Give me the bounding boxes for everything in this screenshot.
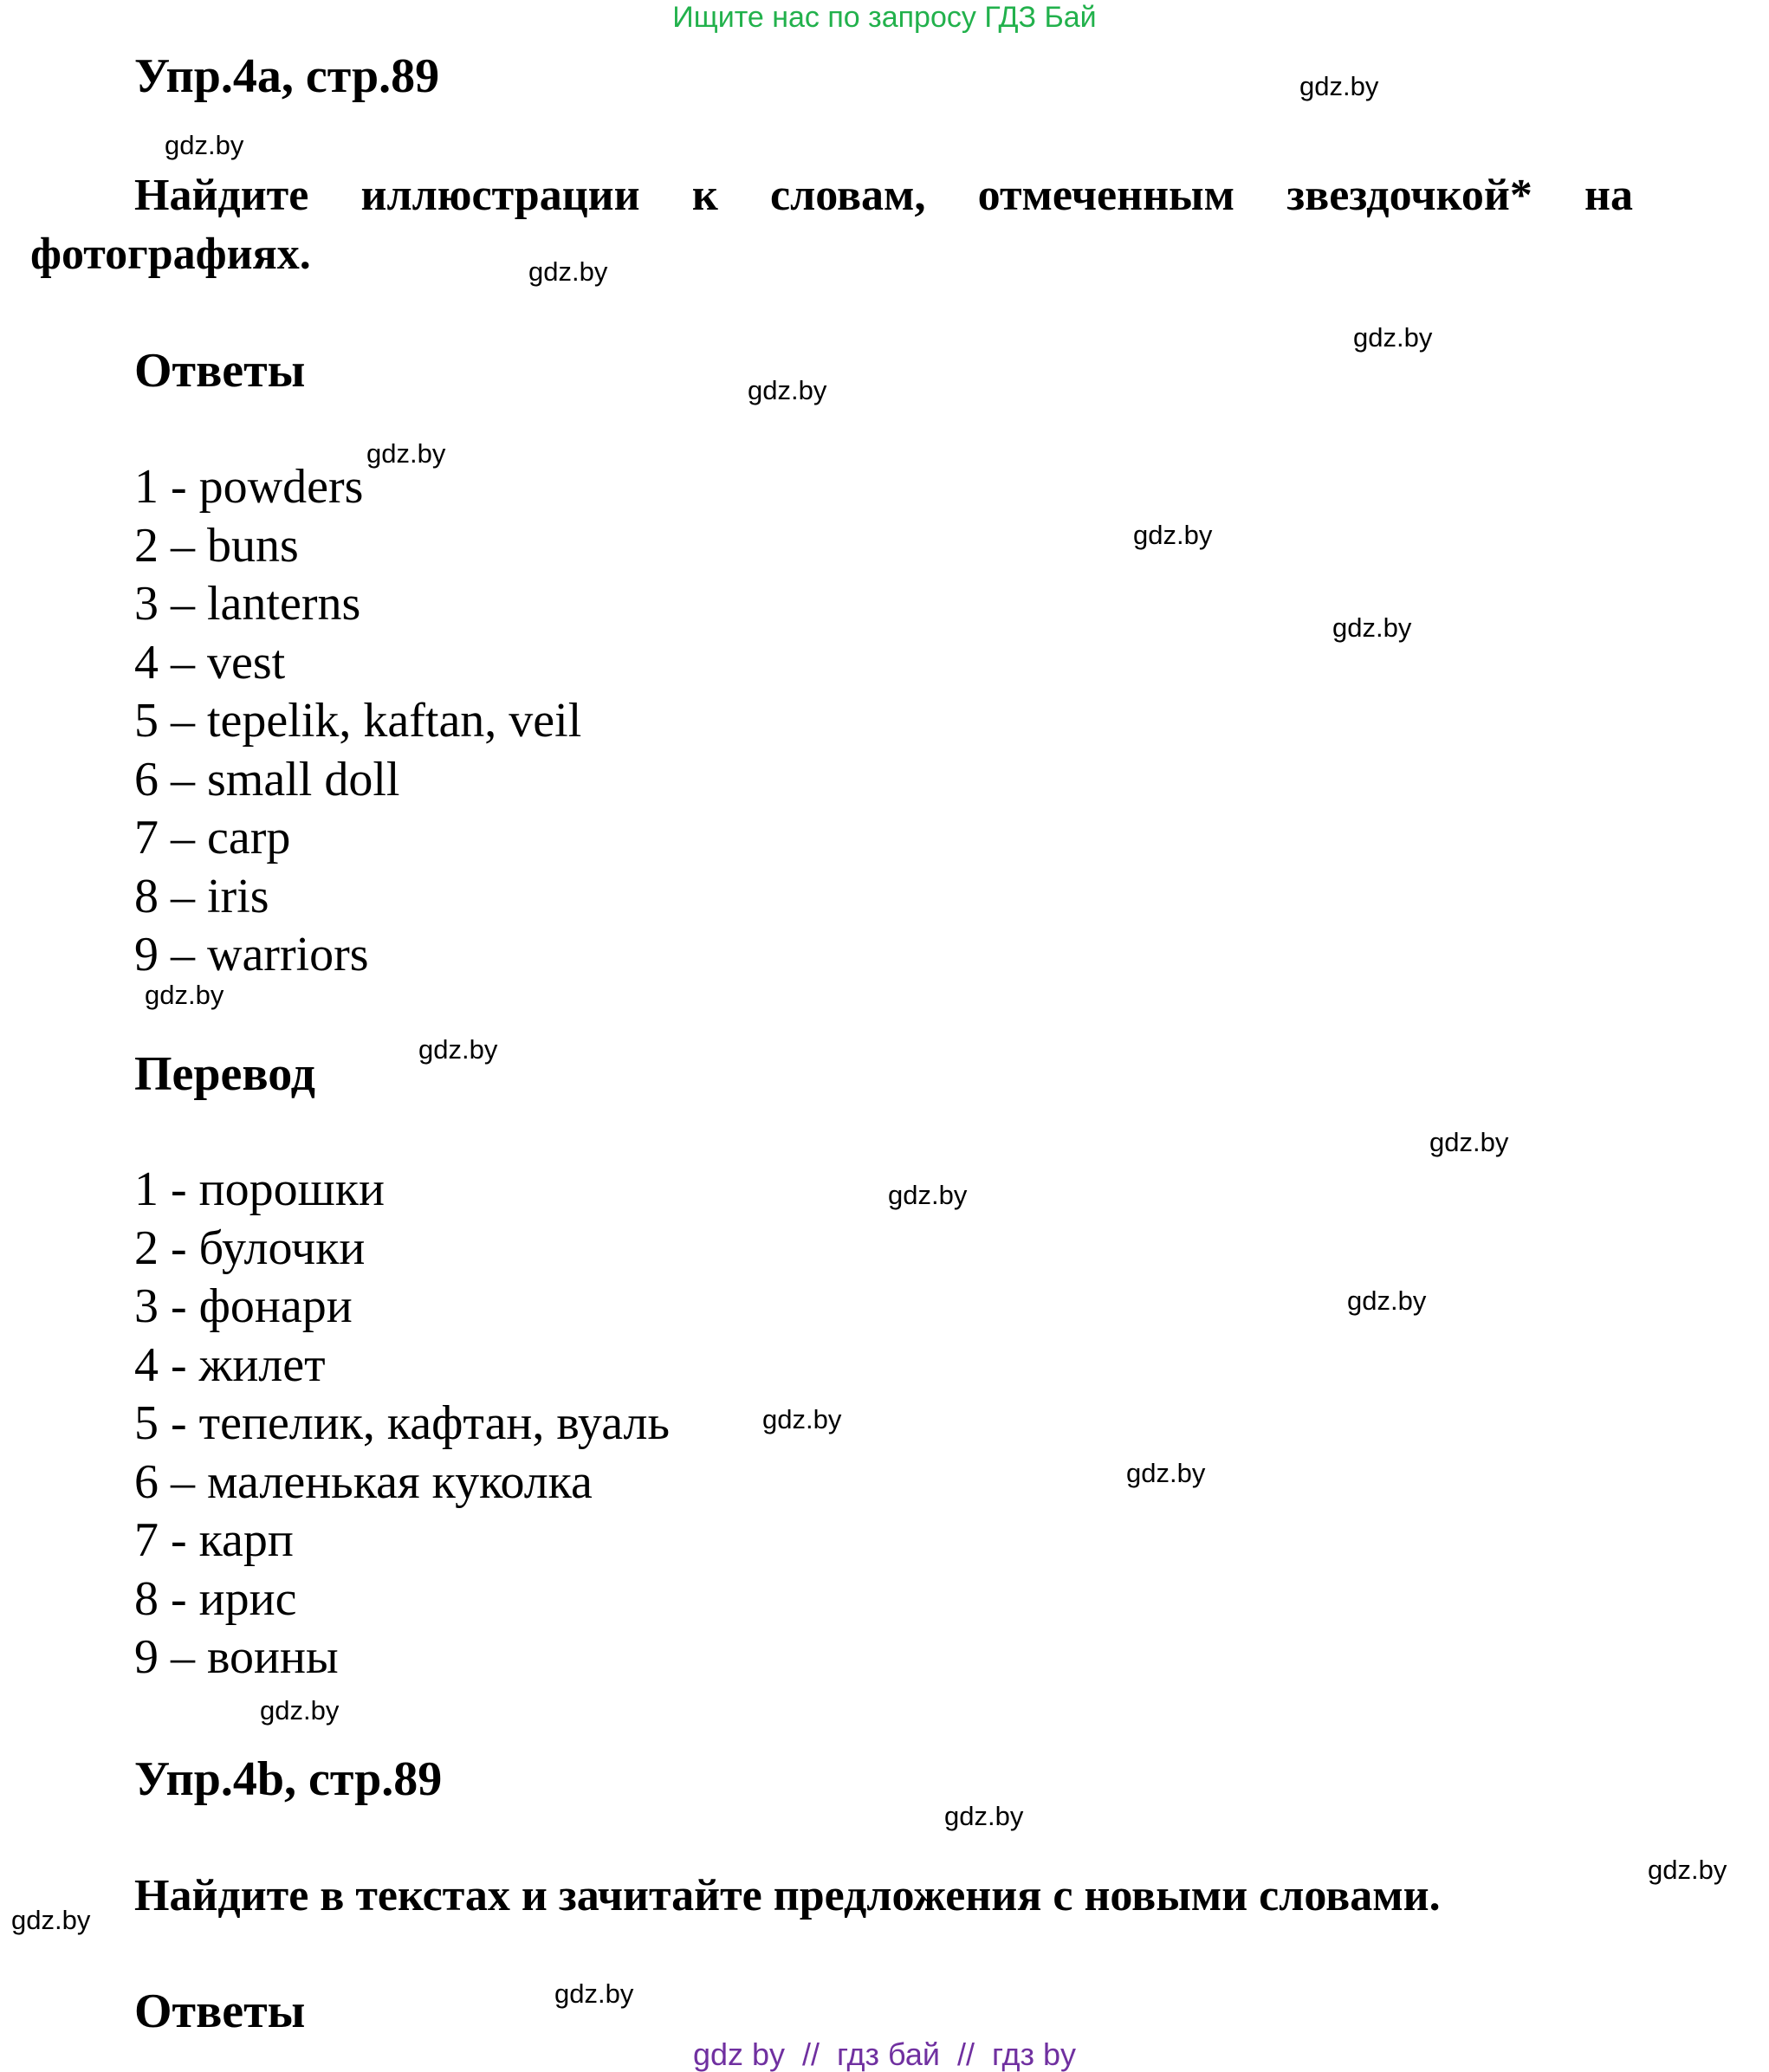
- list-item: 9 – воины: [134, 1630, 339, 1684]
- list-item: 7 - карп: [134, 1513, 294, 1567]
- watermark: gdz.by: [528, 256, 608, 287]
- exercise-b-answers-heading: Ответы: [134, 1985, 306, 2038]
- watermark: gdz.by: [554, 1978, 634, 2009]
- watermark: gdz.by: [11, 1905, 91, 1935]
- list-item: 3 - фонари: [134, 1279, 353, 1333]
- top-banner: Ищите нас по запросу ГДЗ Бай: [672, 1, 1097, 34]
- watermark: gdz.by: [145, 980, 224, 1010]
- watermark: gdz.by: [260, 1695, 340, 1726]
- watermark: gdz.by: [748, 375, 827, 405]
- exercise-a-title: Упр.4a, стр.89: [134, 49, 440, 103]
- list-item: 1 - порошки: [134, 1162, 385, 1216]
- list-item: 6 – small doll: [134, 752, 400, 806]
- list-item: 4 - жилет: [134, 1337, 326, 1392]
- exercise-a-task: [30, 166, 1633, 284]
- watermark: gdz.by: [1429, 1127, 1509, 1157]
- task-word: иллюстрации: [360, 171, 640, 220]
- exercise-b-task: Найдите в текстах и зачитайте предложения с новыми словами.: [134, 1871, 1441, 1920]
- list-item: 1 - powders: [134, 460, 364, 514]
- watermark: gdz.by: [366, 438, 446, 469]
- exercise-a-answers-heading: Ответы: [134, 344, 306, 398]
- list-item: 5 – tepelik, kaftan, veil: [134, 694, 582, 748]
- task-word: к: [691, 171, 718, 220]
- task-word: Найдите: [134, 171, 309, 220]
- list-item: 9 – warriors: [134, 928, 369, 981]
- list-item: 8 - ирис: [134, 1571, 297, 1626]
- watermark: gdz.by: [1332, 612, 1412, 643]
- watermark: gdz.by: [762, 1404, 842, 1434]
- task-word: словам,: [769, 171, 926, 220]
- bottom-banner: gdz by // гдз бай // гдз by: [692, 2036, 1077, 2072]
- list-item: 2 – buns: [134, 518, 299, 573]
- watermark: gdz.by: [944, 1801, 1024, 1831]
- list-item: 6 – маленькая куколка: [134, 1454, 593, 1509]
- translations-list: [134, 1161, 670, 1687]
- task-word: звездочкой*: [1286, 171, 1532, 220]
- task-word: на: [1584, 171, 1633, 220]
- answers-list: [134, 458, 581, 985]
- watermark: gdz.by: [1299, 71, 1379, 101]
- watermark: gdz.by: [165, 130, 244, 160]
- watermark: gdz.by: [1347, 1285, 1427, 1316]
- translation-heading: Перевод: [134, 1047, 315, 1101]
- list-item: 2 - булочки: [134, 1221, 366, 1275]
- watermark: gdz.by: [1648, 1855, 1727, 1885]
- list-item: 4 – vest: [134, 635, 286, 690]
- watermark: gdz.by: [1126, 1458, 1206, 1488]
- list-item: 8 – iris: [134, 869, 269, 923]
- list-item: 7 – carp: [134, 811, 291, 864]
- list-item: 5 - тепелик, кафтан, вуаль: [134, 1396, 671, 1450]
- task-word: отмеченным: [977, 171, 1235, 220]
- exercise-a-task-line1: [30, 166, 1633, 225]
- list-item: 3 – lanterns: [134, 577, 361, 631]
- watermark: gdz.by: [418, 1034, 498, 1065]
- watermark: gdz.by: [888, 1180, 968, 1210]
- exercise-a-task-line2: фотографиях.: [30, 230, 311, 279]
- watermark: gdz.by: [1353, 322, 1433, 353]
- exercise-b-title: Упр.4b, стр.89: [134, 1752, 443, 1806]
- watermark: gdz.by: [1133, 520, 1213, 550]
